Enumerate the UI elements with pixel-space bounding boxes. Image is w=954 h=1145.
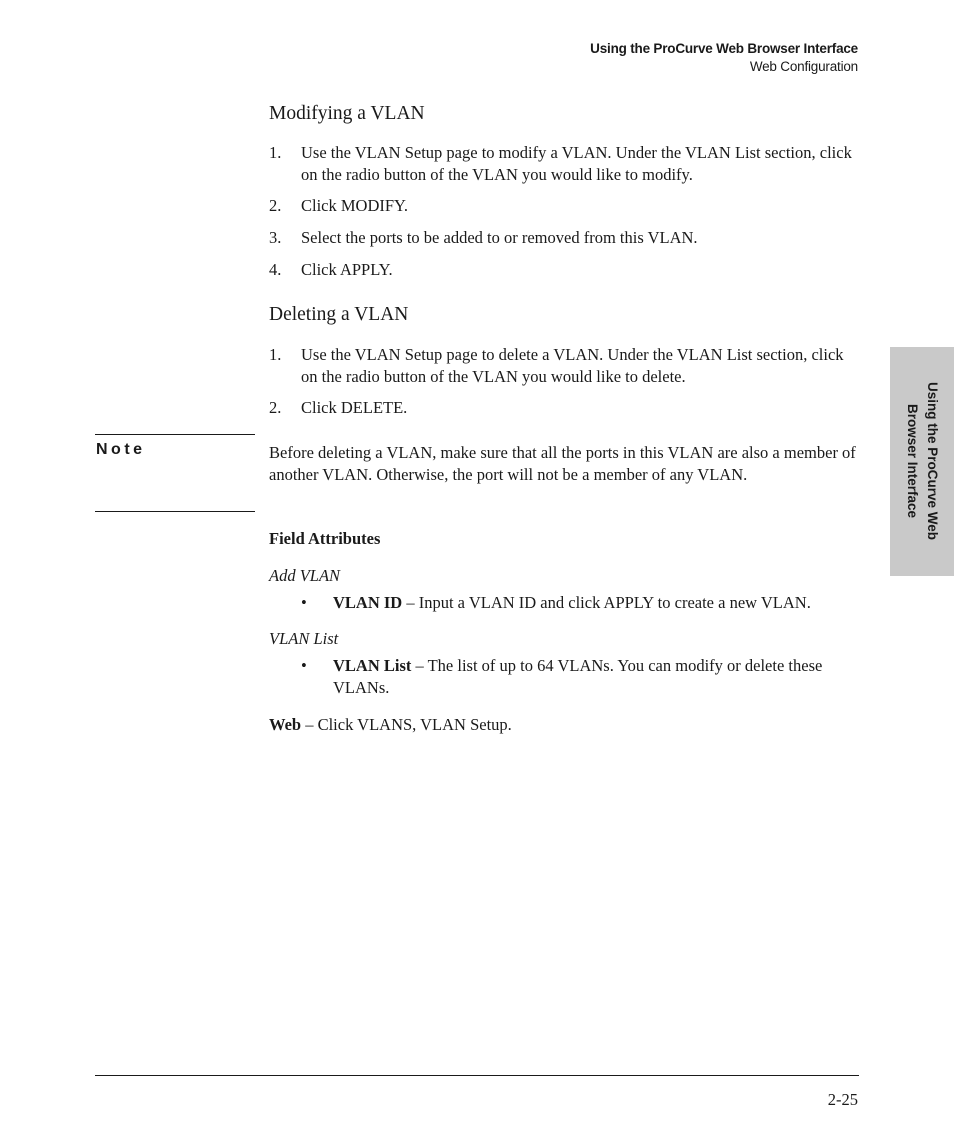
web-description: – Click VLANS, VLAN Setup. — [301, 715, 512, 734]
step-text: Click APPLY. — [301, 260, 393, 279]
step-text: Click DELETE. — [301, 398, 408, 417]
heading-modifying-vlan: Modifying a VLAN — [269, 103, 425, 124]
field-group-title-add-vlan: Add VLAN — [269, 566, 341, 585]
step-number: 1. — [269, 143, 282, 162]
note-top-rule — [95, 434, 255, 435]
step-number: 1. — [269, 345, 282, 364]
step-number: 3. — [269, 228, 282, 247]
delete-step-1 — [269, 344, 859, 387]
modify-step-4 — [269, 259, 859, 281]
step-number: 4. — [269, 260, 282, 279]
bullet-marker: • — [301, 656, 307, 675]
web-path-line — [269, 714, 859, 736]
heading-field-attributes: Field Attributes — [269, 529, 381, 548]
field-bullet-vlan-id — [301, 592, 861, 614]
bullet-marker: • — [301, 593, 307, 612]
bullet-text — [333, 592, 861, 614]
field-bullet-vlan-list — [301, 655, 861, 698]
note-label: Note — [96, 441, 146, 458]
running-header-chapter: Using the ProCurve Web Browser Interface — [590, 41, 858, 56]
delete-step-2 — [269, 397, 859, 419]
step-text: Click MODIFY. — [301, 196, 408, 215]
modify-step-1 — [269, 142, 859, 185]
field-group-title-vlan-list: VLAN List — [269, 629, 339, 648]
step-number: 2. — [269, 196, 282, 215]
field-description: – The list of up to 64 VLANs. You can modify or delete these VLANs. — [333, 656, 823, 697]
bullet-text — [333, 655, 861, 698]
step-text: Use the VLAN Setup page to modify a VLAN. Under the VLAN List section, click on the radio button of the VLAN you would like to modify. — [301, 143, 852, 184]
running-header-section: Web Configuration — [749, 59, 858, 74]
web-term: Web — [269, 715, 302, 734]
step-text: Use the VLAN Setup page to delete a VLAN. Under the VLAN List section, click on the radio button of the VLAN you would like to delete. — [301, 345, 844, 386]
step-text: Select the ports to be added to or removed from this VLAN. — [301, 228, 698, 247]
note-bottom-rule — [95, 511, 255, 512]
footer-rule — [95, 1075, 859, 1076]
modify-step-2 — [269, 195, 859, 217]
field-description: – Input a VLAN ID and click APPLY to create a new VLAN. — [402, 593, 811, 612]
step-number: 2. — [269, 398, 282, 417]
heading-deleting-vlan: Deleting a VLAN — [269, 304, 409, 325]
page-number: 2-25 — [827, 1090, 858, 1109]
side-tab-line-1: Using the ProCurve Web — [925, 382, 940, 541]
modify-step-3 — [269, 227, 859, 249]
side-tab-line-2: Browser Interface — [905, 404, 920, 519]
chapter-side-tab-label — [890, 347, 954, 576]
note-text: Before deleting a VLAN, make sure that all the ports in this VLAN are also a member of another VLAN. Otherwise, the port will not be a member of any VLAN. — [269, 443, 856, 484]
field-term: VLAN List — [333, 656, 412, 675]
field-term: VLAN ID — [333, 593, 403, 612]
